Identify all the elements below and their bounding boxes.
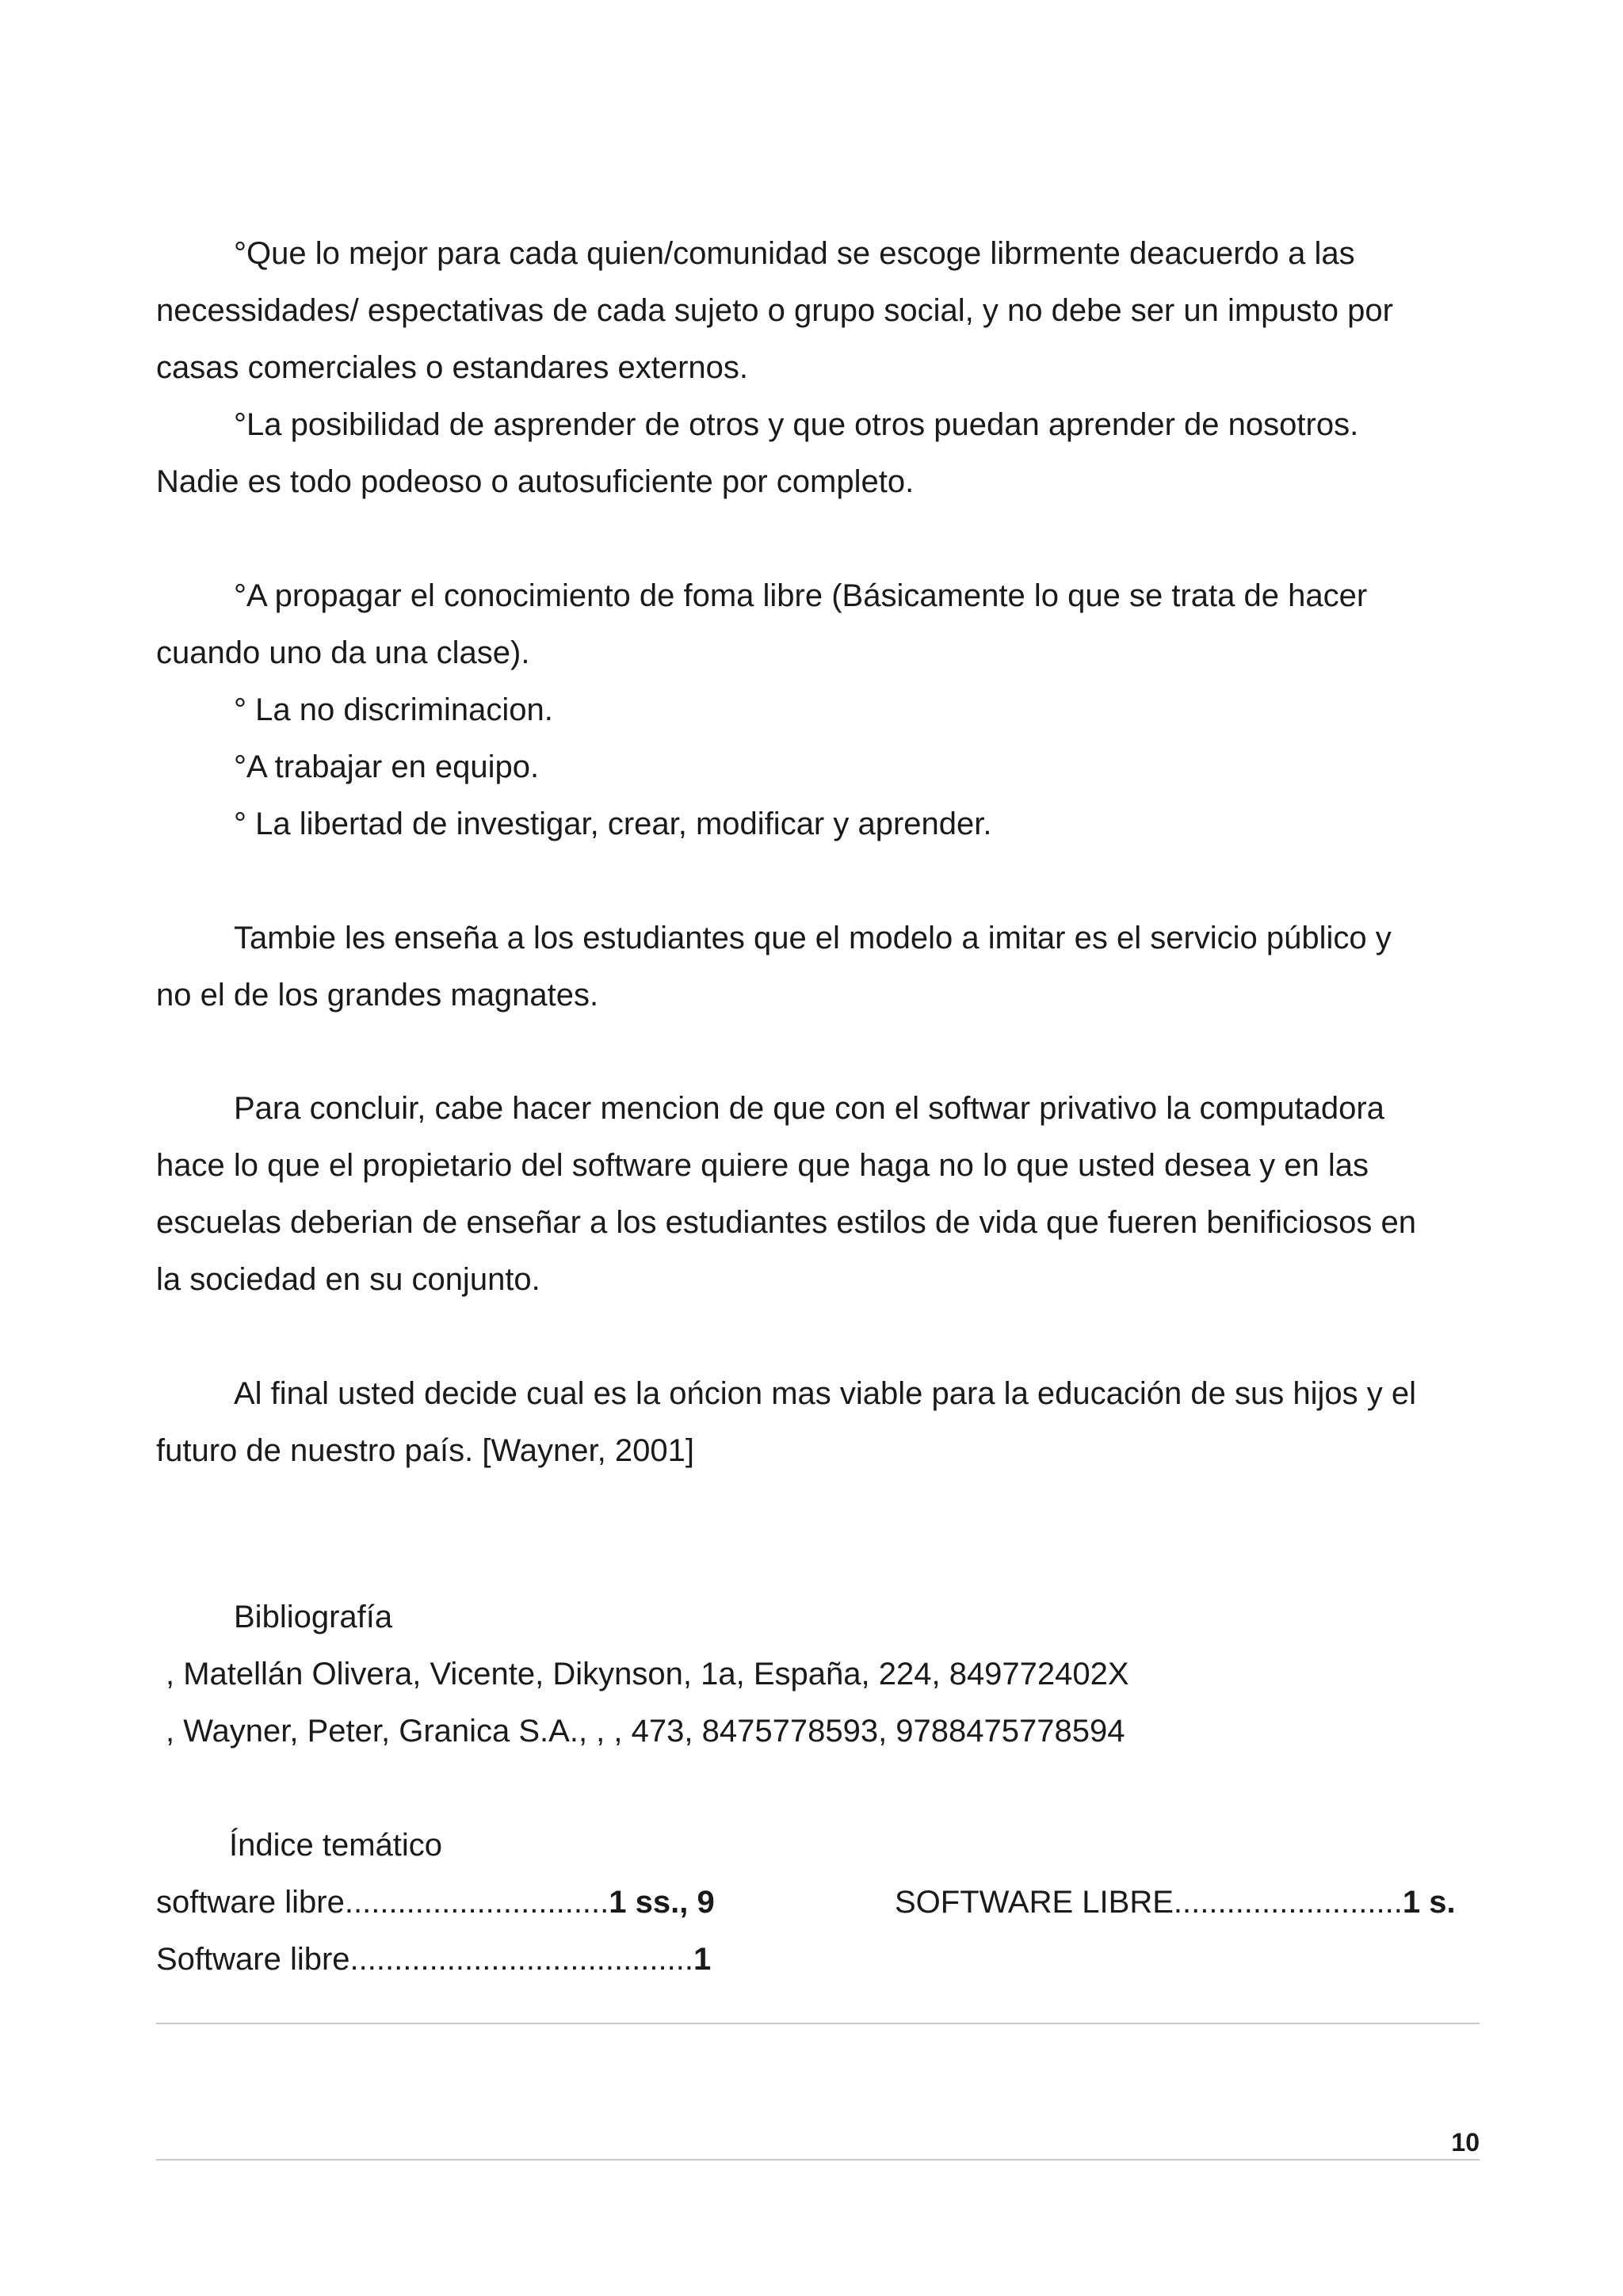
index-entry [156, 1940, 711, 1978]
index-term: Software libre....................................... [156, 1942, 693, 1977]
paragraph-line: hace lo que el propietario del software quiere que haga no lo que usted desea y en las [156, 1148, 1369, 1183]
index-term: software libre.............................. [156, 1885, 609, 1920]
bibliography-title: Bibliografía [234, 1600, 393, 1634]
index-entry [895, 1883, 1456, 1921]
paragraph-line: casas comerciales o estandares externos. [156, 350, 749, 385]
paragraph-line: Para concluir, cabe hacer mencion de que con el softwar privativo la computadora [234, 1091, 1384, 1126]
paragraph-line: escuelas deberian de enseñar a los estudiantes estilos de vida que fueren benificiosos en [156, 1205, 1416, 1240]
paragraph-line: Nadie es todo podeoso o autosuficiente por completo. [156, 464, 915, 499]
index-term: SOFTWARE LIBRE.......................... [895, 1885, 1403, 1920]
paragraph-line: °Que lo mejor para cada quien/comunidad se escoge librmente deacuerdo a las [234, 236, 1355, 271]
list-item: ° La no discriminacion. [234, 692, 553, 727]
paragraph-line: Al final usted decide cual es la ońcion mas viable para la educación de sus hijos y el [234, 1376, 1416, 1411]
page-number: 10 [1451, 2128, 1480, 2157]
paragraph-line: no el de los grandes magnates. [156, 978, 599, 1013]
paragraph-line: cuando uno da una clase). [156, 635, 530, 670]
footer-divider [156, 2023, 1480, 2024]
footer-bottom-divider [156, 2159, 1480, 2161]
paragraph-line: necessidades/ espectativas de cada sujeto o grupo social, y no debe ser un impusto por [156, 293, 1393, 328]
list-item: °A trabajar en equipo. [234, 749, 540, 784]
paragraph-line: la sociedad en su conjunto. [156, 1262, 540, 1297]
index-title: Índice temático [229, 1828, 443, 1863]
paragraph-line: °A propagar el conocimiento de foma libre (Básicamente lo que se trata de hacer [234, 578, 1368, 613]
bibliography-entry: , Wayner, Peter, Granica S.A., , , 473, 8475778593, 9788475778594 [166, 1714, 1125, 1749]
bibliography-entry: , Matellán Olivera, Vicente, Dikynson, 1a, España, 224, 849772402X [166, 1657, 1129, 1691]
paragraph-line: °La posibilidad de asprender de otros y que otros puedan aprender de nosotros. [234, 407, 1359, 442]
list-item: ° La libertad de investigar, crear, modificar y aprender. [234, 807, 992, 841]
index-entry [156, 1883, 715, 1921]
document-page [156, 0, 1480, 2296]
index-pages: 1 s. [1402, 1885, 1456, 1920]
paragraph-line: futuro de nuestro país. [Wayner, 2001] [156, 1433, 694, 1468]
paragraph-line: Tambie les enseña a los estudiantes que el modelo a imitar es el servicio público y [234, 921, 1392, 955]
index-pages: 1 [693, 1942, 712, 1977]
index-pages: 1 ss., 9 [609, 1885, 715, 1920]
